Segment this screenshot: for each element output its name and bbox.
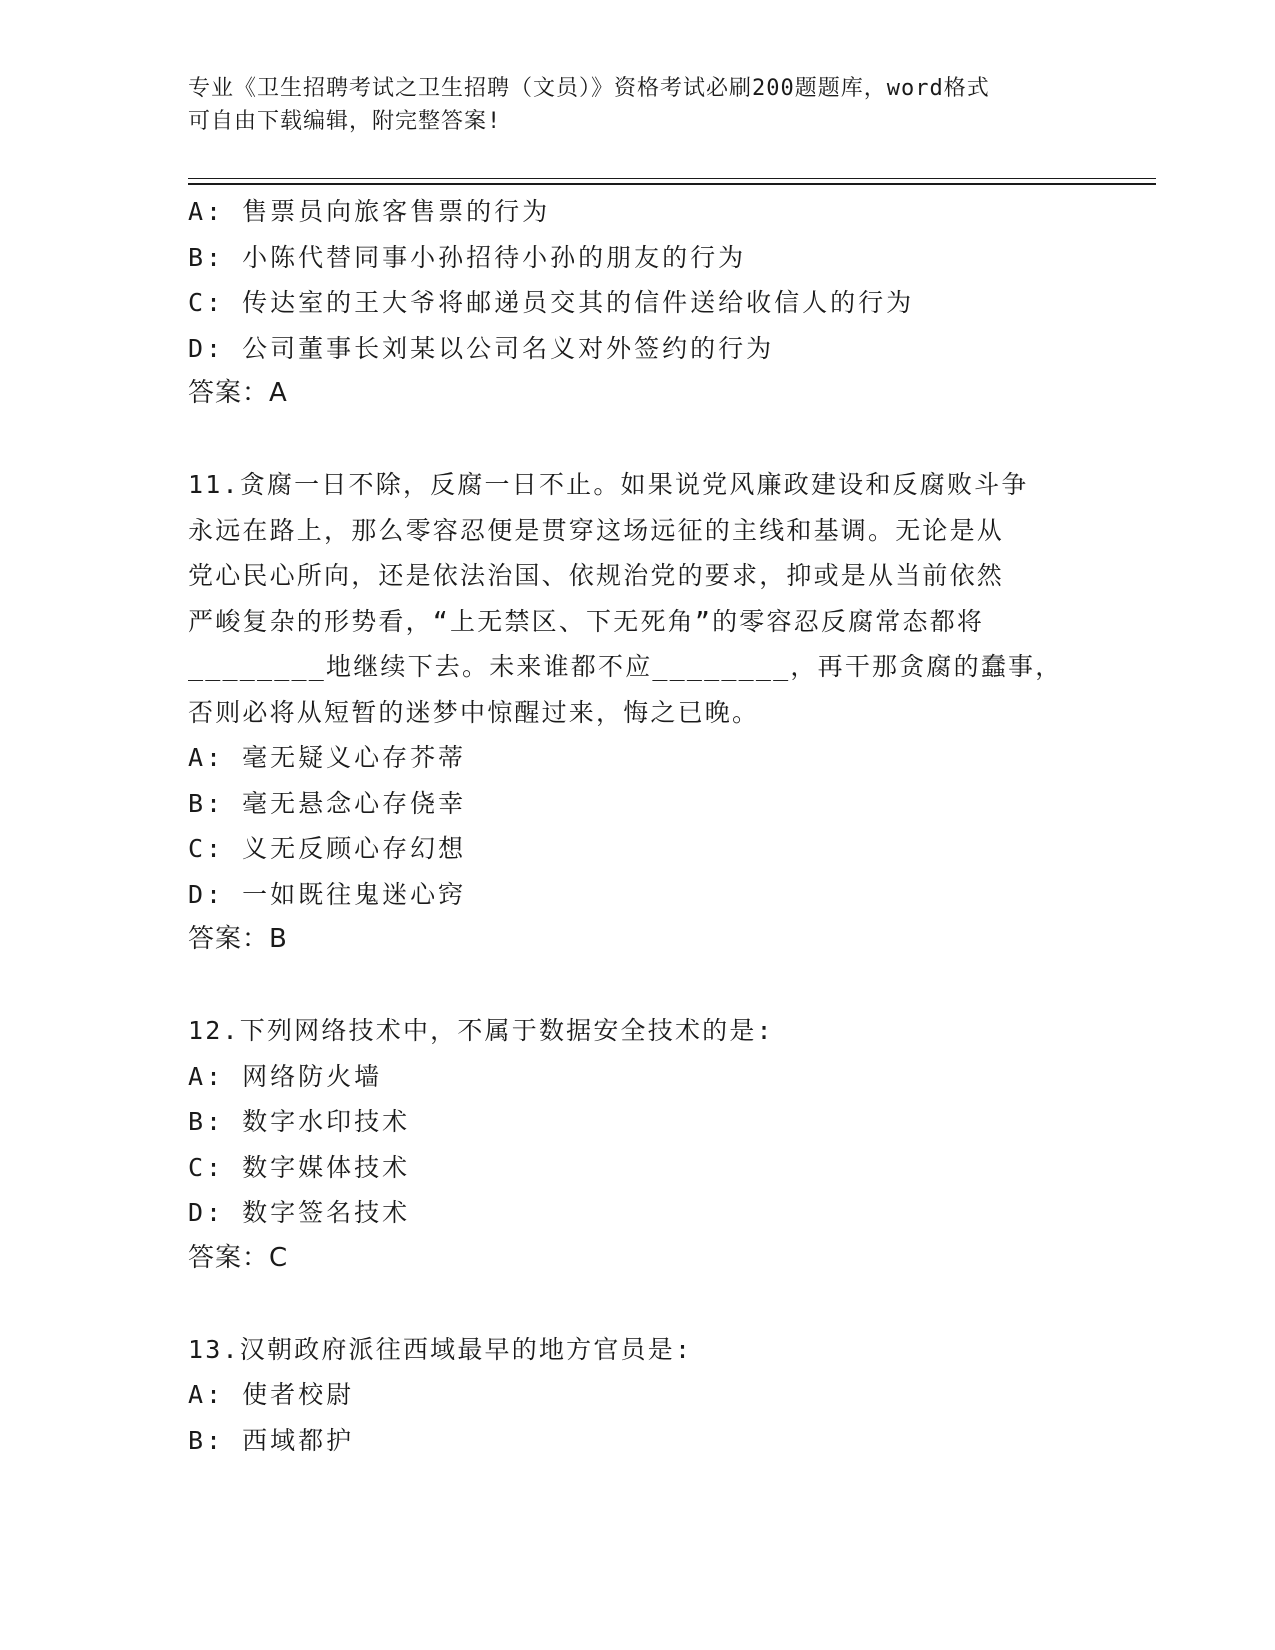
header-title-line-1: 专业《卫生招聘考试之卫生招聘（文员）》资格考试必刷200题题库，word格式: [188, 76, 990, 101]
question-stem-line: ________地继续下去。未来谁都不应________，再干那贪腐的蠢事，: [188, 652, 1063, 681]
spacer: [188, 963, 1088, 1009]
option-b: B: 毫无悬念心存侥幸: [188, 788, 467, 818]
option-d: D: 一如既往鬼迷心窍: [188, 879, 467, 909]
option-a: A: 毫无疑义心存芥蒂: [188, 743, 467, 772]
option-a: A: 网络防火墙: [188, 1061, 383, 1091]
question-stem-line: 否则必将从短暂的迷梦中惊醒过来，悔之已晚。: [188, 697, 760, 727]
question-list: [188, 189, 1088, 1463]
question-10: [188, 189, 1088, 417]
option-c: C: 义无反顾心存幻想: [188, 834, 467, 863]
answer-line: 答案：A: [188, 378, 288, 408]
answer-line: 答案：C: [188, 1242, 289, 1273]
question-stem-line: 11.贪腐一日不除，反腐一日不止。如果说党风廉政建设和反腐败斗争: [188, 470, 1029, 499]
question-stem-line: 党心民心所向，还是依法治国、依规治党的要求，抑或是从当前依然: [188, 561, 1005, 590]
question-12: [188, 1008, 1088, 1281]
header-divider-thin: [188, 178, 1156, 179]
question-stem-line: 12.下列网络技术中，不属于数据安全技术的是:: [188, 1016, 774, 1045]
option-d: D: 公司董事长刘某以公司名义对外签约的行为: [188, 333, 775, 363]
header-title-line-2: 可自由下载编辑，附完整答案!: [188, 109, 502, 134]
question-11: [188, 462, 1088, 963]
answer-line: 答案：B: [188, 924, 288, 954]
option-c: C: 传达室的王大爷将邮递员交其的信件送给收信人的行为: [188, 288, 915, 317]
question-stem-line: 严峻复杂的形势看，“上无禁区、下无死角”的零容忍反腐常态都将: [188, 606, 985, 636]
question-stem-line: 13.汉朝政府派往西域最早的地方官员是:: [188, 1334, 693, 1364]
spacer: [188, 1281, 1088, 1327]
option-a: A: 售票员向旅客售票的行为: [188, 197, 551, 226]
question-13: [188, 1327, 1088, 1464]
spacer: [188, 417, 1088, 463]
question-stem-line: 永远在路上，那么零容忍便是贯穿这场远征的主线和基调。无论是从: [188, 515, 1005, 545]
option-d: D: 数字签名技术: [188, 1198, 411, 1227]
option-b: B: 数字水印技术: [188, 1107, 411, 1136]
option-a: A: 使者校尉: [188, 1380, 355, 1409]
option-b: B: 小陈代替同事小孙招待小孙的朋友的行为: [188, 242, 747, 272]
document-header: [188, 72, 1068, 138]
header-divider-thick: [188, 183, 1156, 185]
option-b: B: 西域都护: [188, 1425, 355, 1455]
option-c: C: 数字媒体技术: [188, 1152, 411, 1182]
